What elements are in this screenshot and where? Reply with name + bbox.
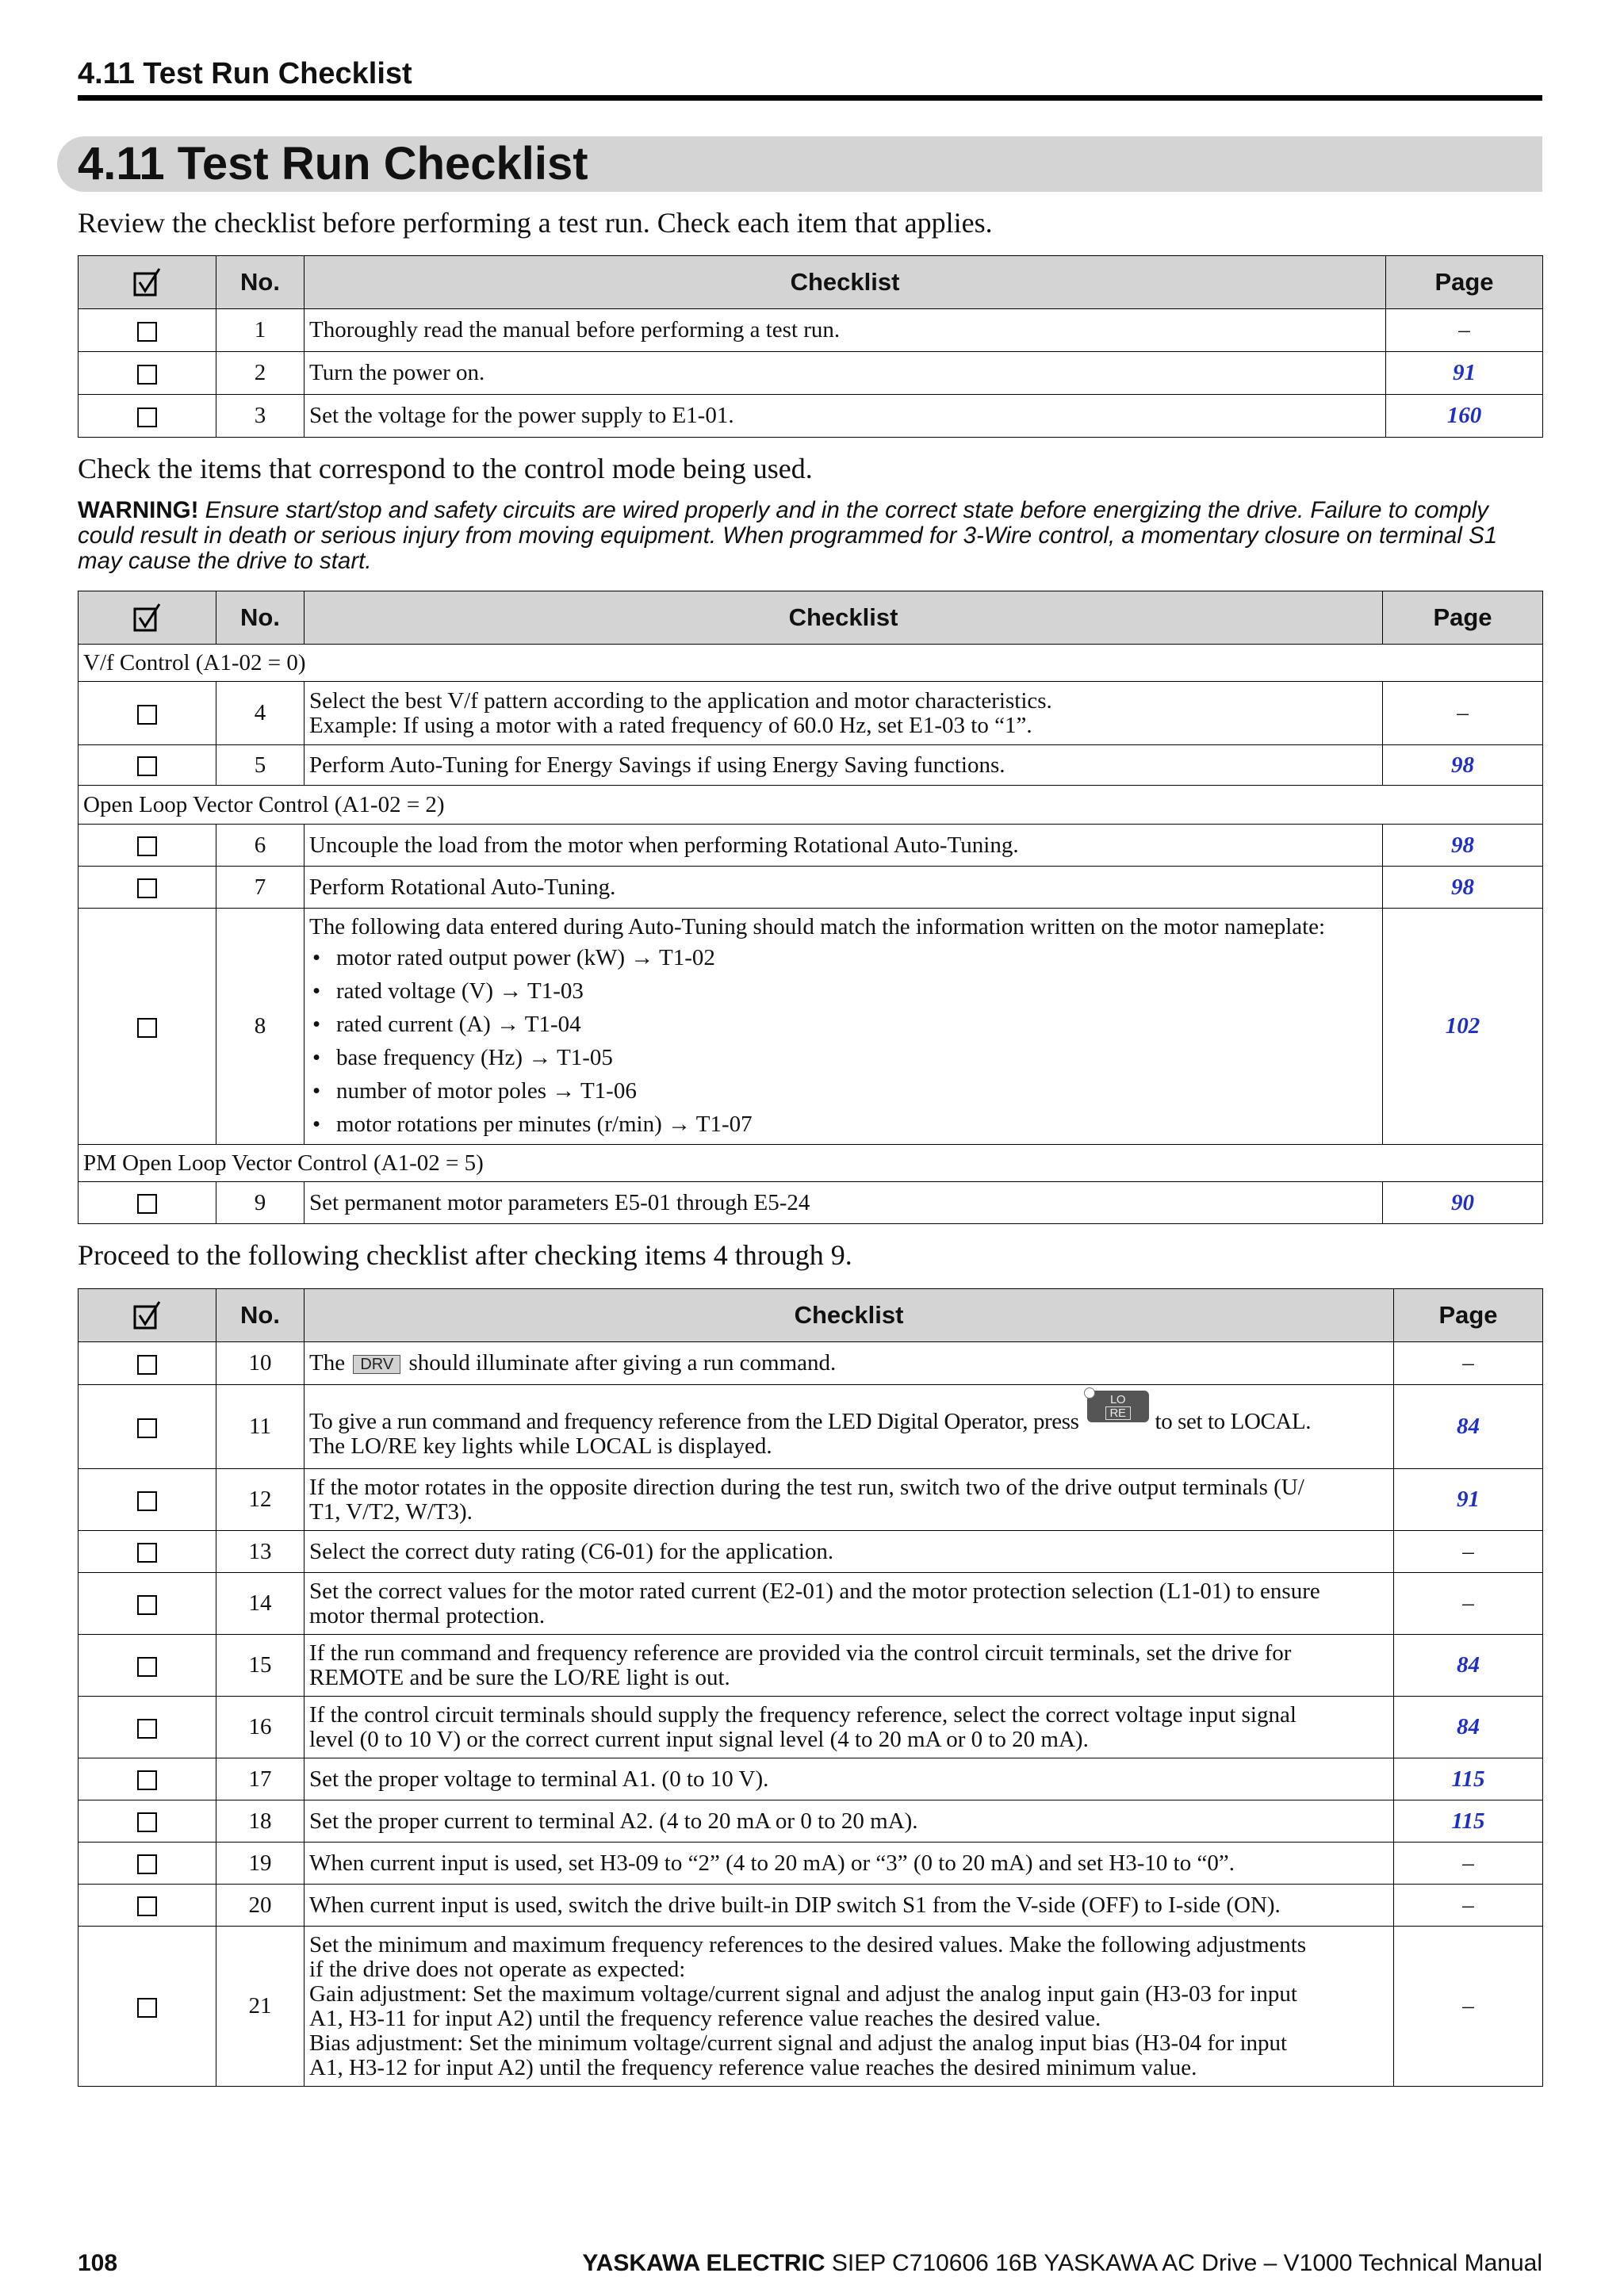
page-link[interactable]: 91 [1386, 352, 1543, 395]
checked-box-icon [132, 266, 163, 298]
item-number: 6 [216, 825, 304, 867]
item-text: Perform Rotational Auto-Tuning. [304, 867, 1383, 909]
table-row [79, 1469, 1543, 1531]
checkbox[interactable] [137, 1543, 157, 1563]
table-header-row [79, 256, 1543, 309]
header-check-cell [79, 591, 216, 645]
table-row [79, 1885, 1543, 1927]
header-check-cell [79, 1289, 216, 1342]
bullet-item: • rated current (A) → T1-04 [309, 1008, 1377, 1041]
bullet-item: • motor rated output power (kW) → T1-02 [309, 941, 1377, 974]
item-text: Uncouple the load from the motor when performing Rotational Auto-Tuning. [304, 825, 1383, 867]
item-number: 18 [216, 1800, 304, 1843]
item-text: Set the minimum and maximum frequency references to the desired values. Make the following adjustments if the drive does not operate as expected: Gain adjustment: Set the maximum voltage/current signal and adjust the analog input gain (H3-03 for input A1, H3-11 for input A2) until the frequency reference value reaches the desired value. Bias adjustment: Set the minimum voltage/current signal and adjust the analog input bias (H3-04 for input A1, H3-12 for input A2) until the frequency reference value reaches the desired minimum value. [304, 1927, 1394, 2087]
page-ref: – [1394, 1927, 1543, 2087]
checkbox[interactable] [137, 1657, 157, 1677]
col-header-checklist: Checklist [304, 1289, 1394, 1342]
bullet-item: • motor rotations per minutes (r/min) → T1-07 [309, 1108, 1377, 1141]
item-text: The DRV should illuminate after giving a run command. [304, 1342, 1394, 1385]
item-text: Turn the power on. [304, 352, 1386, 395]
checked-box-icon [132, 1299, 163, 1331]
table-header-row [79, 591, 1543, 645]
table-row [79, 1182, 1543, 1224]
checklist-table-final [78, 1288, 1543, 2087]
checkbox[interactable] [137, 408, 157, 427]
item-number: 20 [216, 1885, 304, 1927]
item-number: 7 [216, 867, 304, 909]
group-row [79, 645, 1543, 682]
item-text: Set permanent motor parameters E5-01 through E5-24 [304, 1182, 1383, 1224]
item-number: 11 [216, 1385, 304, 1469]
item-text: Perform Auto-Tuning for Energy Savings if using Energy Saving functions. [304, 745, 1383, 786]
bullet-item: • rated voltage (V) → T1-03 [309, 974, 1377, 1008]
item-text: Select the correct duty rating (C6-01) for the application. [304, 1531, 1394, 1573]
checkbox[interactable] [137, 365, 157, 385]
item-text: To give a run command and frequency reference from the LED Digital Operator, press $\frac{LO}{RE}$ to set to LOCAL. The LO/RE key lights while LOCAL is displayed. [304, 1385, 1394, 1469]
page-ref: – [1394, 1885, 1543, 1927]
group-row [79, 786, 1543, 825]
page-ref: – [1394, 1342, 1543, 1385]
page-link[interactable]: 84 [1394, 1635, 1543, 1697]
checkbox[interactable] [137, 1719, 157, 1739]
item-text: When current input is used, switch the drive built-in DIP switch S1 from the V-side (OFF) to I-side (ON). [304, 1885, 1394, 1927]
page-ref: – [1383, 682, 1543, 745]
item-number: 1 [216, 309, 304, 352]
table-row [79, 1385, 1543, 1469]
table-row [79, 352, 1543, 395]
running-header: 4.11 Test Run Checklist [78, 57, 412, 90]
table-row [79, 1927, 1543, 2087]
table-header-row [79, 1289, 1543, 1342]
item-text: Thoroughly read the manual before performing a test run. [304, 309, 1386, 352]
lo-re-key-icon: $\frac{LO}{RE}$ [1087, 1391, 1149, 1422]
col-header-no: No. [216, 591, 304, 645]
proceed-paragraph: Proceed to the following checklist after checking items 4 through 9. [78, 1239, 852, 1271]
checkbox[interactable] [137, 1595, 157, 1615]
header-check-cell [79, 256, 216, 309]
checkbox[interactable] [137, 1018, 157, 1038]
item-text: Select the best V/f pattern according to the application and motor characteristics. Example: If using a motor with a rated frequency of 60.0 Hz, set E1-03 to “1”. [304, 682, 1383, 745]
checkbox[interactable] [137, 705, 157, 725]
checkbox[interactable] [137, 756, 157, 776]
page-link[interactable]: 90 [1383, 1182, 1543, 1224]
table-row [79, 395, 1543, 438]
checkbox[interactable] [137, 1998, 157, 2018]
table-row [79, 745, 1543, 786]
col-header-page: Page [1386, 256, 1543, 309]
checkbox[interactable] [137, 1812, 157, 1832]
group-row [79, 1145, 1543, 1182]
drv-indicator: DRV [353, 1355, 400, 1374]
table-row [79, 1635, 1543, 1697]
page-link[interactable]: 84 [1394, 1697, 1543, 1758]
footer-page-number: 108 [78, 2250, 118, 2276]
item-number: 4 [216, 682, 304, 745]
checkbox[interactable] [137, 1770, 157, 1790]
table-row [79, 1800, 1543, 1843]
item-number: 2 [216, 352, 304, 395]
checkbox[interactable] [137, 322, 157, 342]
item-number: 3 [216, 395, 304, 438]
item-text: Set the proper current to terminal A2. (4 to 20 mA or 0 to 20 mA). [304, 1800, 1394, 1843]
checkbox[interactable] [137, 1194, 157, 1214]
item-number: 12 [216, 1469, 304, 1531]
table-row [79, 1758, 1543, 1800]
checkbox[interactable] [137, 1491, 157, 1511]
page-ref: – [1386, 309, 1543, 352]
item-text: If the run command and frequency reference are provided via the control circuit terminals, set the drive for REMOTE and be sure the LO/RE light is out. [304, 1635, 1394, 1697]
warning-block [78, 498, 1545, 574]
page-link[interactable]: 160 [1386, 395, 1543, 438]
table-row [79, 1342, 1543, 1385]
item-number: 10 [216, 1342, 304, 1385]
item-number: 19 [216, 1843, 304, 1885]
item-text: If the motor rotates in the opposite direction during the test run, switch two of the drive output terminals (U/ T1, V/T2, W/T3). [304, 1469, 1394, 1531]
checkbox[interactable] [137, 1418, 157, 1438]
page-link[interactable]: 115 [1394, 1758, 1543, 1800]
page-link[interactable]: 84 [1394, 1385, 1543, 1469]
checked-box-icon [132, 602, 163, 633]
item-number: 8 [216, 909, 304, 1145]
item-number: 15 [216, 1635, 304, 1697]
table-row [79, 825, 1543, 867]
item-number: 5 [216, 745, 304, 786]
bullet-list [309, 941, 1377, 1141]
table-row [79, 309, 1543, 352]
header-rule [78, 95, 1542, 101]
table-row [79, 682, 1543, 745]
checkbox[interactable] [137, 1896, 157, 1916]
page-link[interactable]: 115 [1394, 1800, 1543, 1843]
intro-paragraph: Review the checklist before performing a test run. Check each item that applies. [78, 207, 993, 239]
control-mode-paragraph: Check the items that correspond to the control mode being used. [78, 453, 813, 484]
group-label-pm: PM Open Loop Vector Control (A1-02 = 5) [79, 1145, 1543, 1182]
item-number: 9 [216, 1182, 304, 1224]
page-link[interactable]: 98 [1383, 745, 1543, 786]
item-intro: The following data entered during Auto-Tuning should match the information written on the motor nameplate: [309, 913, 1326, 939]
item-text: Set the proper voltage to terminal A1. (0 to 10 V). [304, 1758, 1394, 1800]
group-label-olv: Open Loop Vector Control (A1-02 = 2) [79, 786, 1543, 825]
col-header-checklist: Checklist [304, 591, 1383, 645]
table-row [79, 1697, 1543, 1758]
group-label-vf: V/f Control (A1-02 = 0) [79, 645, 1543, 682]
table-row [79, 1573, 1543, 1635]
item-number: 21 [216, 1927, 304, 2087]
col-header-no: No. [216, 256, 304, 309]
warning-text: Ensure start/stop and safety circuits are wired properly and in the correct state before energizing the drive. Failure to comply could result in death or serious injury from moving equipment. When programmed for 3-Wire control, a momentary closure on terminal S1 may cause the drive to start. [78, 497, 1498, 574]
checkbox[interactable] [137, 1854, 157, 1874]
page-ref: – [1394, 1843, 1543, 1885]
checklist-table-general [78, 255, 1543, 438]
table-row [79, 1531, 1543, 1573]
item-number: 16 [216, 1697, 304, 1758]
page-link[interactable]: 98 [1383, 825, 1543, 867]
bullet-item: • base frequency (Hz) → T1-05 [309, 1041, 1377, 1074]
item-number: 13 [216, 1531, 304, 1573]
col-header-page: Page [1383, 591, 1543, 645]
page-link[interactable]: 98 [1383, 867, 1543, 909]
footer-doc-title: SIEP C710606 16B YASKAWA AC Drive – V1000 Technical Manual [825, 2250, 1542, 2276]
item-text: If the control circuit terminals should supply the frequency reference, select the correct voltage input signal level (0 to 10 V) or the correct current input signal level (4 to 20 mA or 0 to 20 mA). [304, 1697, 1394, 1758]
checkbox[interactable] [137, 878, 157, 898]
page-ref: – [1394, 1531, 1543, 1573]
col-header-checklist: Checklist [304, 256, 1386, 309]
section-title: 4.11 Test Run Checklist [78, 138, 588, 189]
footer-brand: YASKAWA ELECTRIC [582, 2250, 825, 2276]
page-link[interactable]: 91 [1394, 1469, 1543, 1531]
bullet-item: • number of motor poles → T1-06 [309, 1074, 1377, 1108]
item-number: 14 [216, 1573, 304, 1635]
checkbox[interactable] [137, 836, 157, 856]
warning-label: WARNING! [78, 497, 199, 523]
table-row [79, 1843, 1543, 1885]
col-header-page: Page [1394, 1289, 1543, 1342]
item-text: Set the voltage for the power supply to E1-01. [304, 395, 1386, 438]
col-header-no: No. [216, 1289, 304, 1342]
item-text: When current input is used, set H3-09 to “2” (4 to 20 mA) or “3” (0 to 20 mA) and set H3-10 to “0”. [304, 1843, 1394, 1885]
checklist-table-control-mode [78, 591, 1543, 1224]
item-text: Set the correct values for the motor rated current (E2-01) and the motor protection selection (L1-01) to ensure motor thermal protection. [304, 1573, 1394, 1635]
table-row [79, 867, 1543, 909]
item-text [304, 909, 1383, 1145]
page-ref: – [1394, 1573, 1543, 1635]
footer-doc-info [582, 2250, 1542, 2277]
table-row [79, 909, 1543, 1145]
page-link[interactable]: 102 [1383, 909, 1543, 1145]
checkbox[interactable] [137, 1355, 157, 1375]
item-number: 17 [216, 1758, 304, 1800]
